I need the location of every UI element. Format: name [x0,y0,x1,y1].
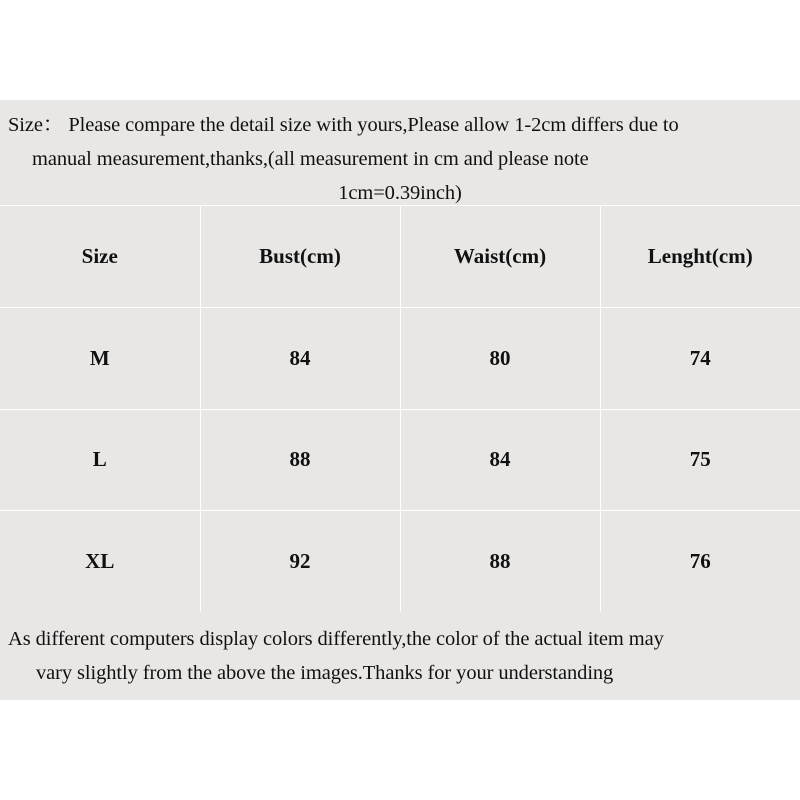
top-margin [0,0,800,100]
cell-waist: 84 [400,409,600,511]
table-row [0,511,800,613]
table-row [0,308,800,410]
table-header-length: Lenght(cm) [600,206,800,308]
table-header-bust: Bust(cm) [200,206,400,308]
intro-line-3: 1cm=0.39inch) [338,182,462,204]
cell-length: 74 [600,308,800,410]
cell-size: M [0,308,200,410]
cell-length: 76 [600,511,800,613]
table-header-size: Size [0,206,200,308]
table-header-waist: Waist(cm) [400,206,600,308]
cell-bust: 92 [200,511,400,613]
intro-line-2: manual measurement,thanks,(all measurement in cm and please note [32,148,589,170]
cell-length: 75 [600,409,800,511]
table-header-row [0,206,800,308]
cell-size: XL [0,511,200,613]
cell-bust: 88 [200,409,400,511]
size-table-container [0,206,800,612]
intro-note-block [0,100,800,205]
bottom-margin [0,700,800,800]
note-line-2: vary slightly from the above the images.Thanks for your understanding [36,662,614,684]
cell-bust: 84 [200,308,400,410]
note-line-1: As different computers display colors differently,the color of the actual item may [8,628,664,650]
table-row [0,409,800,511]
size-table [0,206,800,612]
cell-waist: 80 [400,308,600,410]
color-disclaimer-block [0,612,800,700]
cell-waist: 88 [400,511,600,613]
intro-line-1: Size： Please compare the detail size with yours,Please allow 1-2cm differs due to [8,114,679,136]
cell-size: L [0,409,200,511]
